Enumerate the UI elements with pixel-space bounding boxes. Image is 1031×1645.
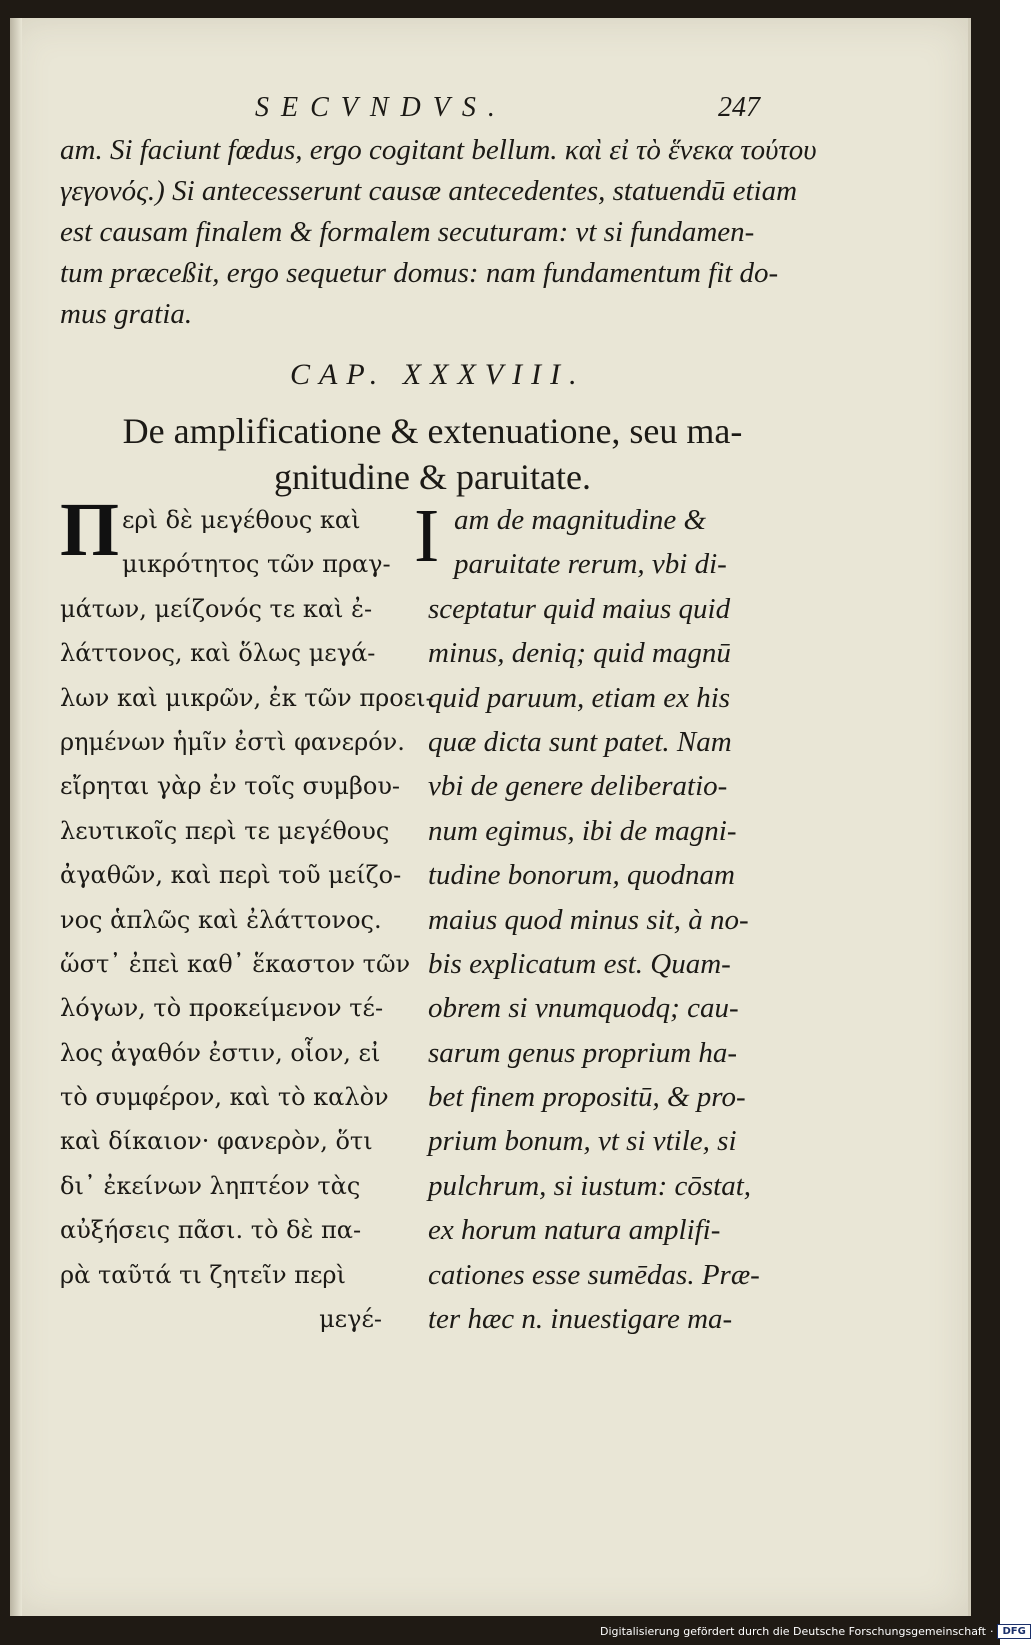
latin-line: sceptatur quid maius quid [428,592,731,625]
latin-line: sarum genus proprium ha- [428,1036,738,1069]
latin-dropcap: I [414,494,440,578]
latin-line: prium bonum, vt si vtile, si [428,1125,737,1158]
intro-line: tum præceßit, ergo sequetur domus: nam fundamentum fit do- [60,257,779,289]
latin-line: num egimus, ibi de magni- [428,814,737,847]
latin-line: pulchrum, si iustum: cōstat, [428,1169,752,1202]
latin-line: obrem si vnumquodq; cau- [428,992,739,1025]
greek-line: ερὶ δὲ μεγέθους καὶ [122,506,361,534]
running-head: SECVNDVS. [255,92,507,123]
credit-separator: · [989,1624,994,1638]
greek-line: λος ἀγαθόν ἐστιν, οἷον, εἰ [60,1038,381,1067]
page-spine-shadow [10,18,22,1616]
greek-line: τὸ συμφέρον, καὶ τὸ καλὸν [60,1083,389,1112]
greek-column [60,498,434,1341]
greek-line: λόγων, τὸ προκείμενον τέ- [60,994,384,1023]
latin-line: bis explicatum est. Quam- [428,947,731,980]
greek-line: νος ἁπλῶς καὶ ἐλάττονος. [60,905,382,934]
greek-line: καὶ δίκαιον· φανερὸν, ὅτι [60,1127,373,1156]
greek-line: λων καὶ μικρῶν, ἐκ τῶν προει- [60,683,434,712]
latin-line: ter hæc n. inuestigare ma- [428,1303,733,1336]
greek-line: μάτων, μείζονός τε καὶ ἐ- [60,594,373,623]
latin-line: quæ dicta sunt patet. Nam [428,725,732,758]
intro-line: γεγονός.) Si antecesserunt causæ antecedentes, statuendū etiam [60,175,798,207]
greek-dropcap: Π [60,488,120,572]
greek-line: λάττονος, καὶ ὅλως μεγά- [60,639,376,668]
chapter-title [60,408,805,500]
latin-column [428,498,808,1341]
intro-line: mus gratia. [60,298,193,330]
credit-text: Digitalisierung gefördert durch die Deutsche Forschungsgemeinschaft [600,1624,986,1638]
latin-line: maius quod minus sit, à no- [428,903,749,936]
latin-line: quid paruum, etiam ex his [428,681,731,714]
greek-catchword: μεγέ- [319,1305,382,1334]
chapter-title-line: De amplificatione & extenuatione, seu ma- [122,411,743,451]
intro-line: est causam finalem & formalem secuturam: vt si fundamen- [60,216,755,248]
greek-line: εἴρηται γὰρ ἐν τοῖς συμβου- [60,772,401,801]
chapter-heading: CAP. XXXVIII. [290,358,586,391]
digitization-credit [600,1620,1031,1642]
greek-line: αὐξήσεις πᾶσι. τὸ δὲ πα- [60,1216,362,1245]
latin-line: cationes esse sumēdas. Præ- [428,1258,760,1291]
intro-paragraph [60,130,817,335]
intro-line: am. Si faciunt fœdus, ergo cogitant bellum. καὶ εἰ τὸ ἕνεκα τούτου [60,134,817,166]
greek-line: ὥστ᾽ ἐπεὶ καθ᾽ ἕκαστον τῶν [60,949,411,978]
latin-line: vbi de genere deliberatio- [428,770,728,803]
greek-line: λευτικοῖς περὶ τε μεγέθους [60,816,390,845]
greek-line: δι᾽ ἐκείνων ληπτέον τὰς [60,1171,361,1200]
latin-line: ex horum natura amplifi- [428,1214,721,1247]
latin-line: minus, deniq; quid magnū [428,637,731,670]
greek-line: ρὰ ταῦτά τι ζητεῖν περὶ [60,1260,346,1289]
greek-line: ἀγαθῶν, καὶ περὶ τοῦ μείζο- [60,861,402,890]
page-number: 247 [718,92,760,123]
dfg-logo-icon: DFG [997,1624,1030,1639]
latin-line: paruitate rerum, vbi di- [454,548,727,581]
greek-line: μικρότητος τῶν πραγ- [122,550,391,579]
greek-line: ρημένων ἡμῖν ἐστὶ φανερόν. [60,727,405,756]
latin-line: bet finem propositū, & pro- [428,1081,746,1114]
latin-line: tudine bonorum, quodnam [428,859,735,892]
chapter-title-line: gnitudine & paruitate. [274,457,591,497]
latin-line: am de magnitudine & [454,504,707,536]
